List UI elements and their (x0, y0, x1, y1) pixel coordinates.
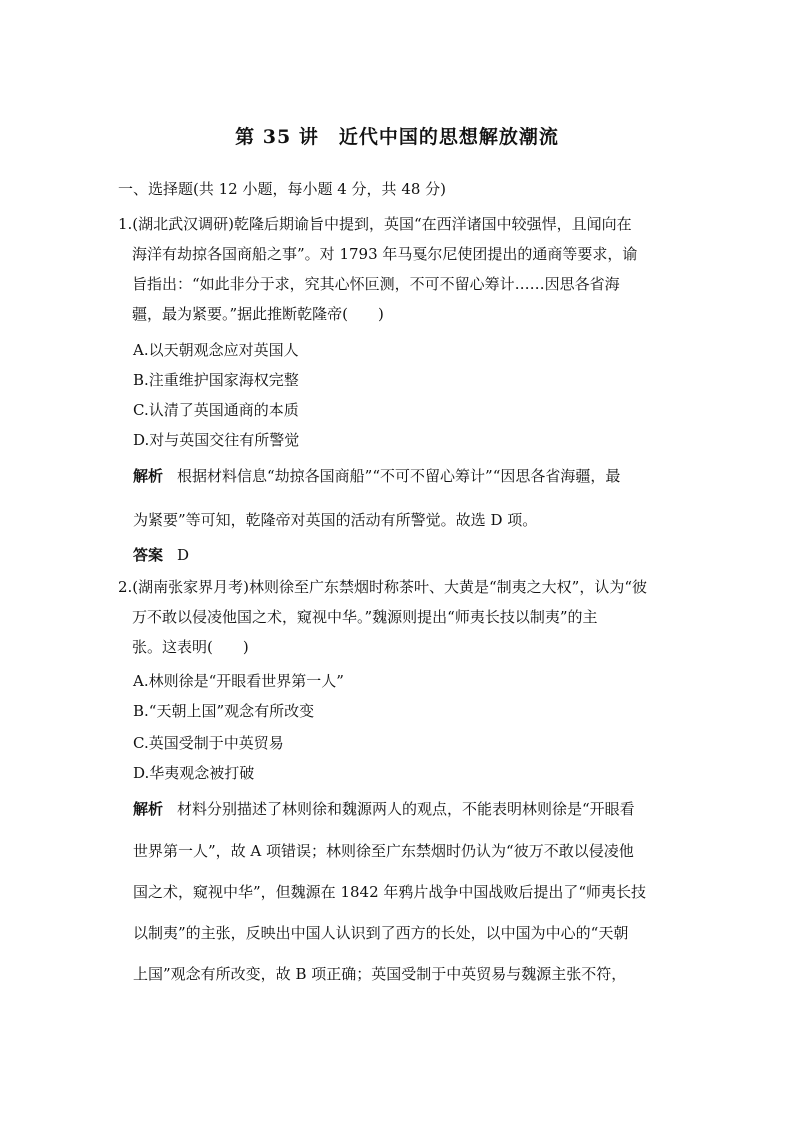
q2-option-b: B.“天朝上国”观念有所改变 (133, 702, 315, 720)
q2-analysis-line-4: 以制夷”的主张，反映出中国人认识到了西方的长处，以中国为中心的“天朝 (133, 924, 629, 942)
q1-analysis-text-1: 根据材料信息“劫掠各国商船”“不可不留心筹计”“因思各省海疆，最 (177, 467, 621, 485)
q1-analysis-line-2: 为紧要”等可知，乾隆帝对英国的活动有所警觉。故选 D 项。 (133, 511, 538, 529)
q2-stem-line-3: 张。这表明( ) (132, 638, 249, 656)
q1-option-b: B.注重维护国家海权完整 (133, 371, 299, 389)
q1-stem-line-4: 疆，最为紧要。”据此推断乾隆帝( ) (132, 305, 384, 323)
q1-analysis-label: 解析 (133, 467, 164, 485)
q1-answer-label: 答案 (133, 546, 164, 564)
q2-analysis-line-3: 国之术，窥视中华”，但魏源在 1842 年鸦片战争中国战败后提出了“师夷长技 (133, 883, 647, 901)
q2-analysis-line-5: 上国”观念有所改变，故 B 项正确；英国受制于中英贸易与魏源主张不符， (133, 965, 627, 983)
q2-analysis-text-1: 材料分别描述了林则徐和魏源两人的观点，不能表明林则徐是“开眼看 (177, 800, 635, 818)
q1-stem-line-1: 1.(湖北武汉调研)乾隆后期谕旨中提到，英国“在西洋诸国中较强悍，且闻向在 (118, 215, 632, 233)
q2-option-a: A.林则徐是“开眼看世界第一人” (133, 672, 344, 690)
q1-stem-line-3: 旨指出：“如此非分于求，究其心怀叵测，不可不留心筹计……因思各省海 (132, 275, 620, 293)
q2-option-d: D.华夷观念被打破 (133, 764, 255, 782)
q1-analysis-line-1 (133, 466, 620, 486)
q2-analysis-line-2: 世界第一人”，故 A 项错误；林则徐至广东禁烟时仍认为“彼万不敢以侵凌他 (133, 842, 634, 860)
q2-stem-line-2: 万不敢以侵凌他国之术，窥视中华。”魏源则提出“师夷长技以制夷”的主 (132, 608, 598, 626)
q1-option-c: C.认清了英国通商的本质 (133, 401, 299, 419)
q1-answer-value: D (177, 546, 190, 564)
q2-analysis-label: 解析 (133, 800, 164, 818)
q1-stem-line-2: 海洋有劫掠各国商船之事”。对 1793 年马戛尔尼使团提出的通商等要求，谕 (132, 245, 638, 263)
q2-option-c: C.英国受制于中英贸易 (133, 734, 284, 752)
q1-option-d: D.对与英国交往有所警觉 (133, 431, 300, 449)
q2-analysis-line-1 (133, 799, 635, 819)
section-heading: 一、选择题(共 12 小题，每小题 4 分，共 48 分) (118, 180, 447, 198)
q2-stem-line-1: 2.(湖南张家界月考)林则徐至广东禁烟时称茶叶、大黄是“制夷之大权”，认为“彼 (118, 578, 648, 596)
page-title: 第 35 讲 近代中国的思想解放潮流 (235, 126, 559, 148)
q1-option-a: A.以天朝观念应对英国人 (133, 341, 299, 359)
q1-answer (133, 545, 189, 565)
